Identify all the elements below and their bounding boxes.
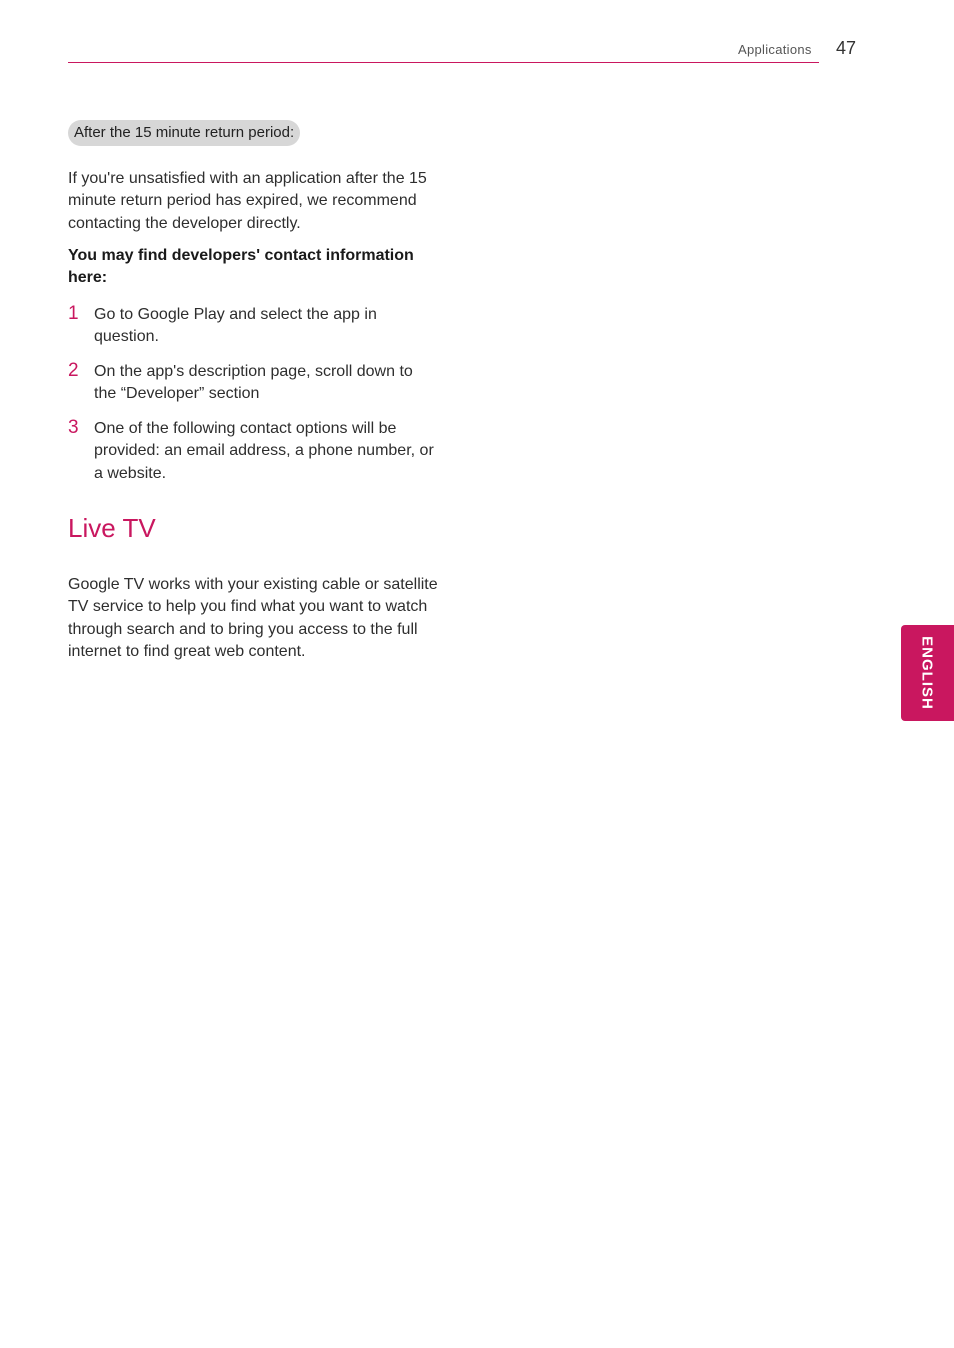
header-divider [68, 62, 819, 63]
language-label: ENGLISH [918, 636, 936, 710]
step-number: 3 [68, 417, 79, 438]
header-section-name: Applications [738, 42, 812, 57]
language-side-tab [901, 625, 954, 721]
return-period-intro: If you're unsatisfied with an application after the 15 minute return period has expired, we recommend contacting the developer directly. [68, 170, 427, 232]
step-number: 1 [68, 303, 79, 324]
step-text: Go to Google Play and select the app in question. [94, 306, 377, 346]
live-tv-body: Google TV works with your existing cable or satellite TV service to help you find what you want to watch through search and to bring you access to the full internet to find great web content. [68, 576, 438, 660]
contact-heading: You may find developers' contact information here: [68, 247, 414, 286]
step-number: 2 [68, 360, 79, 381]
page-number: 47 [836, 38, 857, 58]
step-text: One of the following contact options will be provided: an email address, a phone number, or a website. [94, 420, 434, 482]
section-title-live-tv: Live TV [68, 513, 156, 543]
step-text: On the app's description page, scroll down to the “Developer” section [94, 363, 413, 403]
return-period-label: After the 15 minute return period: [68, 120, 300, 146]
